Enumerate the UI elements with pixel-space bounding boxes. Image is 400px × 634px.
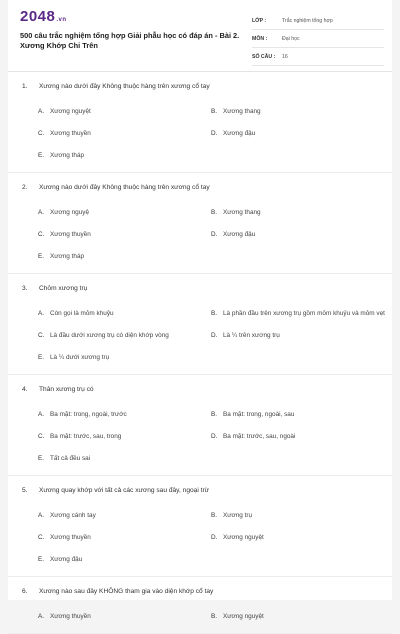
question-text: Xương nào dưới đây Không thuộc hàng trên xương cổ tay: [39, 82, 210, 90]
option-grid: [8, 201, 392, 273]
question-list: [8, 72, 392, 634]
option-letter: E.: [38, 252, 45, 260]
option-text: Xương đậu: [50, 555, 83, 563]
option-text: Là đầu dưới xương trụ có diện khớp vòng: [50, 331, 169, 339]
document-page: [8, 0, 392, 620]
option-text: Là ¼ dưới xương trụ: [50, 353, 110, 361]
question-stem: [8, 375, 392, 403]
option-letter: D.: [211, 432, 218, 440]
answer-option[interactable]: [38, 526, 211, 548]
option-letter: B.: [211, 410, 218, 418]
option-letter: E.: [38, 353, 45, 361]
option-text: Xương nguyệt: [50, 107, 91, 115]
option-text: Là phần đầu trên xương trụ gồm mỏm khuỷu và mỏm vẹt: [223, 309, 385, 317]
question-stem: [8, 274, 392, 302]
answer-option[interactable]: [211, 425, 392, 447]
site-logo[interactable]: 2048.vn: [20, 8, 67, 25]
option-grid: [8, 403, 392, 475]
option-text: Xương cánh tay: [50, 511, 96, 519]
option-text: Xương thuyền: [50, 612, 91, 620]
answer-option[interactable]: [38, 223, 211, 245]
answer-option[interactable]: [38, 144, 211, 166]
question-item: [8, 375, 392, 476]
option-letter: B.: [211, 309, 218, 317]
answer-option[interactable]: [211, 526, 392, 548]
option-text: Ba mặt: trong, ngoài, trước: [50, 410, 127, 418]
option-text: Xương thuyền: [50, 533, 91, 541]
document-title: 500 câu trắc nghiệm tổng hợp Giải phẫu học có đáp án - Bài 2. Xương Khớp Chi Trên: [20, 31, 240, 50]
option-grid: [8, 302, 392, 374]
question-number: 2.: [22, 183, 28, 191]
answer-option[interactable]: [38, 302, 211, 324]
option-text: Xương thang: [223, 208, 261, 216]
option-letter: C.: [38, 432, 45, 440]
option-letter: A.: [38, 612, 45, 620]
answer-option[interactable]: [38, 504, 211, 526]
answer-option[interactable]: [211, 122, 392, 144]
question-text: Chỏm xương trụ: [39, 284, 88, 292]
option-letter: C.: [38, 129, 45, 137]
question-stem: [8, 173, 392, 201]
header: [8, 0, 392, 70]
option-text: Còn gọi là mỏm khuỷu: [50, 309, 114, 317]
question-stem: [8, 476, 392, 504]
option-letter: C.: [38, 533, 45, 541]
option-text: Xương thuyền: [50, 230, 91, 238]
question-number: 3.: [22, 284, 28, 292]
option-letter: E.: [38, 151, 45, 159]
option-letter: B.: [211, 107, 218, 115]
option-text: Xương nguyệt: [223, 612, 264, 620]
option-letter: D.: [211, 230, 218, 238]
option-letter: B.: [211, 208, 218, 216]
answer-option[interactable]: [38, 346, 211, 368]
option-text: Xương nguyệ: [50, 208, 90, 216]
answer-option[interactable]: [38, 100, 211, 122]
option-letter: A.: [38, 511, 45, 519]
option-letter: C.: [38, 230, 45, 238]
answer-option[interactable]: [38, 548, 211, 570]
meta-row-count: SỐ CÂU : 16: [252, 48, 384, 66]
answer-option[interactable]: [38, 324, 211, 346]
question-item: [8, 476, 392, 577]
option-text: Xương trụ: [223, 511, 253, 519]
answer-option[interactable]: [211, 223, 392, 245]
option-text: Xương đậu: [223, 129, 256, 137]
meta-table: [252, 12, 384, 66]
option-text: Là ¼ trên xương trụ: [223, 331, 280, 339]
option-letter: A.: [38, 309, 45, 317]
answer-option[interactable]: [211, 403, 392, 425]
answer-option[interactable]: [211, 302, 392, 324]
option-grid: [8, 100, 392, 172]
answer-option[interactable]: [38, 403, 211, 425]
option-grid: [8, 504, 392, 576]
option-text: Ba mặt: trước, sau, ngoài: [223, 432, 296, 440]
question-item: [8, 577, 392, 634]
question-number: 5.: [22, 486, 28, 494]
option-letter: A.: [38, 410, 45, 418]
option-letter: B.: [211, 612, 218, 620]
meta-row-subject: MÔN : Đại học: [252, 30, 384, 48]
question-stem: [8, 577, 392, 605]
meta-row-class: LỚP : Trắc nghiệm tổng hợp: [252, 12, 384, 30]
question-text: Xương quay khớp với tất cả các xương sau đây, ngoại trừ: [39, 486, 210, 494]
answer-option[interactable]: [211, 201, 392, 223]
option-letter: E.: [38, 454, 45, 462]
question-item: [8, 173, 392, 274]
answer-option[interactable]: [38, 201, 211, 223]
option-letter: B.: [211, 511, 218, 519]
answer-option[interactable]: [38, 605, 211, 627]
answer-option[interactable]: [38, 245, 211, 267]
answer-option[interactable]: [38, 425, 211, 447]
question-number: 6.: [22, 587, 28, 595]
option-letter: A.: [38, 107, 45, 115]
answer-option[interactable]: [211, 504, 392, 526]
question-number: 1.: [22, 82, 28, 90]
question-text: Xương nào dưới đây Không thuộc hàng trên xương cổ tay: [39, 183, 210, 191]
answer-option[interactable]: [211, 100, 392, 122]
question-item: [8, 72, 392, 173]
question-text: Xương nào sau đây KHÔNG tham gia vào diện khớp cổ tay: [39, 587, 214, 595]
option-text: Xương tháp: [50, 151, 85, 159]
option-text: Ba mặt: trước, sau, trong: [50, 432, 122, 440]
question-item: [8, 274, 392, 375]
answer-option[interactable]: [211, 605, 392, 627]
option-letter: D.: [211, 331, 218, 339]
answer-option[interactable]: [38, 122, 211, 144]
option-text: Xương thang: [223, 107, 261, 115]
option-text: Xương đậu: [223, 230, 256, 238]
option-letter: A.: [38, 208, 45, 216]
question-text: Thân xương trụ có: [39, 385, 94, 393]
question-number: 4.: [22, 385, 28, 393]
answer-option[interactable]: [211, 324, 392, 346]
option-text: Tất cả đều sai: [50, 454, 91, 462]
option-letter: C.: [38, 331, 45, 339]
option-letter: E.: [38, 555, 45, 563]
question-stem: [8, 72, 392, 100]
option-grid: [8, 605, 392, 633]
option-letter: D.: [211, 533, 218, 541]
option-text: Xương tháp: [50, 252, 85, 260]
answer-option[interactable]: [38, 447, 211, 469]
option-text: Xương thuyền: [50, 129, 91, 137]
option-text: Ba mặt: trong, ngoài, sau: [223, 410, 295, 418]
option-letter: D.: [211, 129, 218, 137]
option-text: Xương nguyệt: [223, 533, 264, 541]
